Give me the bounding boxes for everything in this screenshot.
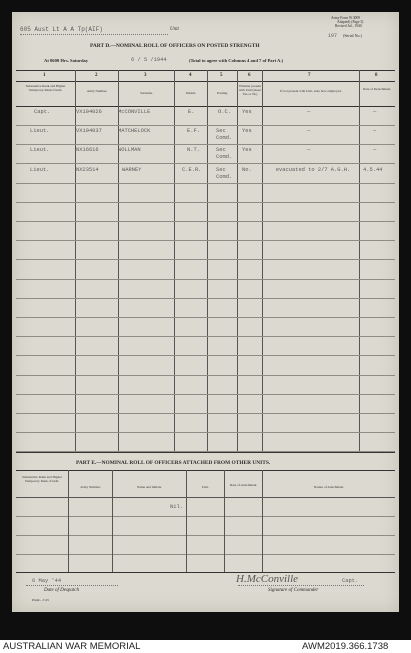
e-header-rank: Substantive Rank and Higher Temporary Rank, if held. <box>22 475 62 483</box>
cell-present: No. <box>242 167 252 173</box>
cell-surname: McCONVILLE <box>118 109 151 115</box>
at-time-label: At 0600 Hrs. Saturday <box>44 58 89 63</box>
cell-detachment-date: — <box>373 147 377 153</box>
cell-employed: evacuated to 2/7 A.G.H. <box>275 167 351 173</box>
serial-label: (Serial No.) <box>343 33 362 38</box>
ruled-line <box>16 413 395 414</box>
unit-underline <box>20 34 168 35</box>
caption-accession: AWM2019.366.1738 <box>302 641 389 652</box>
cell-rank: Lieut. <box>30 167 50 173</box>
part-d-title: PART D.—NOMINAL ROLL OF OFFICERS ON POSTED STRENGTH <box>90 43 260 49</box>
ruled-line <box>16 554 395 555</box>
ruled-line <box>16 279 395 280</box>
commander-signature: H.McConville <box>236 573 299 585</box>
e-header-unit: Unit. <box>202 485 209 489</box>
col-header-initials: Initials. <box>185 91 197 95</box>
caption-institution: AUSTRALIAN WAR MEMORIAL <box>3 641 141 652</box>
ruled-line <box>16 240 395 241</box>
cell-present: Yes <box>242 128 252 134</box>
part-e-nil-typed: Nil. <box>170 504 183 510</box>
cell-army-number: VX104026 <box>76 109 102 115</box>
cell-surname: MATCHELOCK <box>118 128 151 134</box>
revised-note: Revised Jul., 1940. <box>335 24 363 28</box>
cell-initials: E.F. <box>187 128 200 134</box>
serial-typed: 197 <box>328 33 338 39</box>
cell-rank: Capt. <box>34 109 51 115</box>
ruled-line <box>16 516 395 517</box>
part-d-instruction: (Total to agree with Columns 4 and 7 of Part A.) <box>189 58 284 63</box>
part-e-title: PART E.—NOMINAL ROLL OF OFFICERS ATTACHED FROM OTHER UNITS. <box>76 460 271 466</box>
signature-label: Signature of Commander <box>268 588 319 593</box>
ruled-line <box>16 317 395 318</box>
cell-present: Yes <box>242 147 252 153</box>
col-num: 6 <box>248 73 251 78</box>
cell-posting: Sec Comd. <box>216 128 233 141</box>
despatch-date-typed: 6 May '44 <box>32 578 62 584</box>
ruled-line <box>16 221 395 222</box>
signature-rank-typed: Capt. <box>342 578 359 584</box>
col-num: 4 <box>189 73 192 78</box>
col-header-posting: Posting. <box>216 91 229 95</box>
cell-posting: Sec Comd. <box>216 147 233 160</box>
ruled-line <box>16 394 395 395</box>
cell-rank: Lieut. <box>30 128 50 134</box>
col-num: 3 <box>144 73 147 78</box>
ruled-line <box>16 336 395 337</box>
signature-underline <box>238 585 364 586</box>
ruled-line <box>16 163 395 164</box>
part-e-bottom-rule <box>16 572 395 573</box>
form-sheet <box>12 12 399 612</box>
cell-employed: — <box>307 128 311 134</box>
caption-bar <box>0 640 411 653</box>
ruled-line <box>16 375 395 376</box>
col-num: 5 <box>220 73 223 78</box>
unit-label: Unit <box>170 27 179 32</box>
ruled-line <box>16 432 395 433</box>
table-top-rule <box>16 70 395 71</box>
ruled-line <box>16 355 395 356</box>
army-form-number: Army Form W.3009 <box>331 16 361 20</box>
e-header-nature: Nature of Attachment. <box>313 485 345 489</box>
cell-detachment-date: — <box>373 128 377 134</box>
cell-detachment-date: — <box>373 109 377 115</box>
cell-rank: Lieut. <box>30 147 50 153</box>
ruled-line <box>16 144 395 145</box>
col-num: 2 <box>95 73 98 78</box>
header-rule <box>16 106 395 107</box>
cell-surname: WOLLMAN <box>118 147 141 153</box>
e-header-army-number: Army Number. <box>80 485 101 489</box>
part-e-header-rule <box>16 497 395 498</box>
col-header-surname: Surname. <box>140 91 153 95</box>
unit-typed: 605 Aust Lt A A Tp(AIF) <box>20 26 103 33</box>
part-e-top-rule <box>16 470 395 471</box>
cell-posting: Sec Comd. <box>216 167 233 180</box>
ruled-line <box>16 183 395 184</box>
ruled-line <box>16 298 395 299</box>
cell-employed: — <box>307 109 311 115</box>
col-header-employed: If not present with Unit, state how employed. <box>280 89 342 93</box>
ruled-line <box>16 451 395 452</box>
adapted-note: Adapted) (Page 3) <box>337 20 364 24</box>
print-code: Prntd—7.43 <box>32 598 49 602</box>
col-num: 1 <box>43 73 46 78</box>
roll-date-typed: 6 / 5 /1944 <box>131 57 167 63</box>
col-num: 8 <box>375 73 378 78</box>
ruled-line <box>16 535 395 536</box>
cell-surname: WARNEY <box>122 167 142 173</box>
cell-posting: O.C. <box>218 109 231 115</box>
ruled-line <box>16 259 395 260</box>
ruled-line <box>16 202 395 203</box>
col-header-present: Whether present with Unit (insert Yes or No) <box>238 84 262 96</box>
cell-army-number: NX23514 <box>76 167 99 173</box>
cell-detachment-date: 4.5.44 <box>363 167 383 173</box>
cell-initials: E. <box>188 109 195 115</box>
cell-present: Yes <box>242 109 252 115</box>
e-header-name: Name and Initials. <box>137 485 162 489</box>
despatch-underline <box>26 585 118 586</box>
col-num: 7 <box>308 73 311 78</box>
despatch-label: Date of Despatch <box>44 588 79 593</box>
col-header-army-number: Army Number. <box>86 89 108 93</box>
cell-initials: N.T. <box>187 147 200 153</box>
e-header-attach-date: Date of Attachment. <box>229 483 258 487</box>
colnum-rule <box>16 81 395 82</box>
cell-army-number: VX104037 <box>76 128 102 134</box>
col-header-rank: Substantive Rank and Higher Temporary Rank if held. <box>25 84 66 92</box>
cell-army-number: NX16616 <box>76 147 99 153</box>
cell-initials: C.E.R. <box>182 167 202 173</box>
ruled-line <box>16 125 395 126</box>
col-header-detachment-date: Date of Detachment. <box>362 87 392 91</box>
cell-employed: — <box>307 147 311 153</box>
